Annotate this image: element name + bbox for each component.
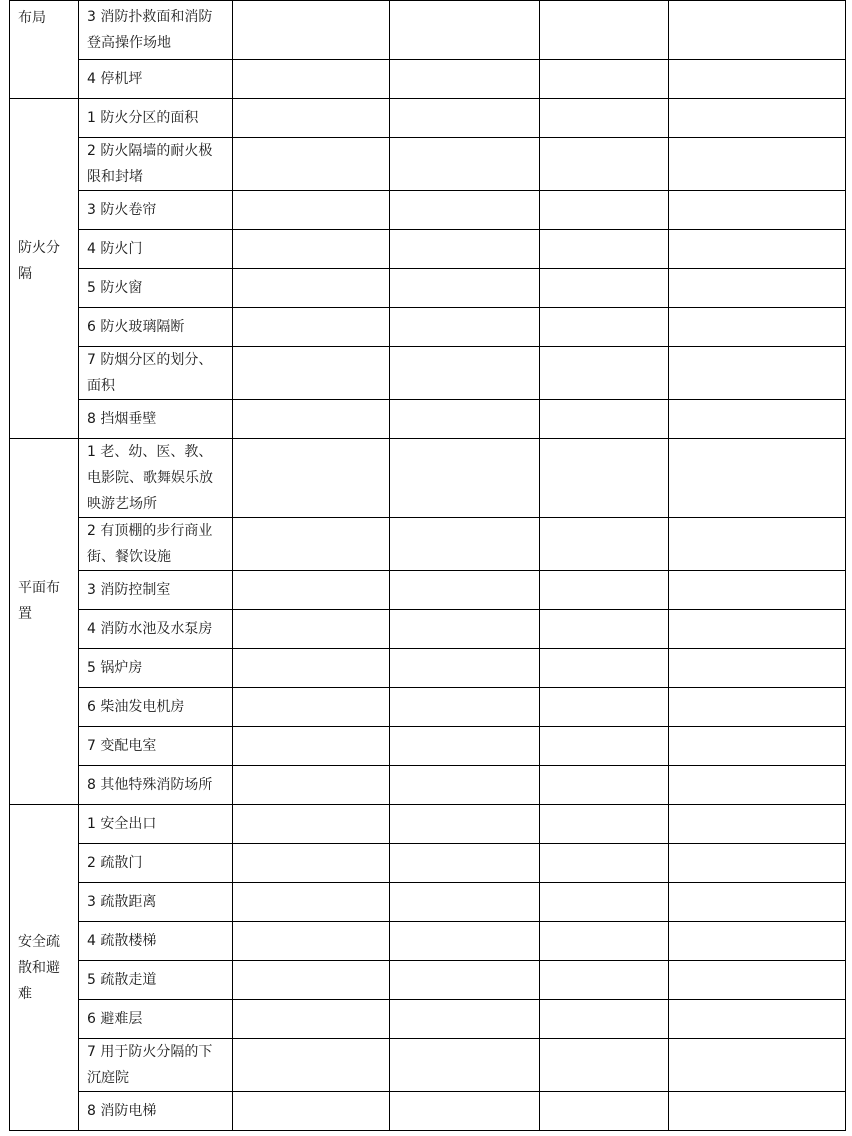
table-row (10, 400, 846, 439)
blank-cell[interactable] (390, 883, 540, 922)
item-label: 8 其他特殊消防场所 (87, 777, 213, 793)
blank-cell[interactable] (390, 1000, 540, 1039)
table-row (10, 99, 846, 138)
blank-cell[interactable] (669, 766, 846, 805)
item-label: 3 消防扑救面和消防登高操作场地 (87, 9, 213, 51)
blank-cell[interactable] (233, 961, 390, 1000)
blank-cell[interactable] (540, 922, 669, 961)
blank-cell[interactable] (233, 571, 390, 610)
item-label: 2 疏散门 (87, 855, 143, 871)
item-cell (79, 688, 233, 727)
category-label: 平面布置 (18, 580, 60, 622)
blank-cell[interactable] (233, 439, 390, 518)
item-label: 7 防烟分区的划分、面积 (87, 352, 213, 394)
table-row (10, 230, 846, 269)
blank-cell[interactable] (233, 610, 390, 649)
item-cell (79, 571, 233, 610)
item-label: 8 消防电梯 (87, 1103, 157, 1119)
item-label: 5 防火窗 (87, 280, 143, 296)
blank-cell[interactable] (540, 805, 669, 844)
item-label: 2 有顶棚的步行商业街、餐饮设施 (87, 523, 213, 565)
blank-cell[interactable] (669, 518, 846, 571)
table-row (10, 1039, 846, 1092)
table-row (10, 518, 846, 571)
blank-cell[interactable] (540, 961, 669, 1000)
item-cell (79, 727, 233, 766)
blank-cell[interactable] (540, 400, 669, 439)
table-row (10, 1092, 846, 1131)
blank-cell[interactable] (669, 844, 846, 883)
blank-cell[interactable] (233, 727, 390, 766)
blank-cell[interactable] (669, 727, 846, 766)
blank-cell[interactable] (390, 844, 540, 883)
inspection-table-body (10, 1, 846, 1131)
item-cell (79, 1000, 233, 1039)
blank-cell[interactable] (390, 688, 540, 727)
blank-cell[interactable] (669, 230, 846, 269)
blank-cell[interactable] (390, 269, 540, 308)
blank-cell[interactable] (390, 649, 540, 688)
item-label: 2 防火隔墙的耐火极限和封堵 (87, 143, 213, 185)
blank-cell[interactable] (540, 571, 669, 610)
item-label: 6 防火玻璃隔断 (87, 319, 185, 335)
blank-cell[interactable] (390, 1092, 540, 1131)
blank-cell[interactable] (669, 1039, 846, 1092)
item-cell (79, 1092, 233, 1131)
blank-cell[interactable] (233, 805, 390, 844)
table-row (10, 138, 846, 191)
item-label: 1 安全出口 (87, 816, 157, 832)
blank-cell[interactable] (669, 191, 846, 230)
table-row (10, 961, 846, 1000)
blank-cell[interactable] (233, 649, 390, 688)
table-row (10, 727, 846, 766)
blank-cell[interactable] (540, 230, 669, 269)
blank-cell[interactable] (540, 727, 669, 766)
table-row (10, 805, 846, 844)
blank-cell[interactable] (540, 688, 669, 727)
blank-cell[interactable] (233, 1092, 390, 1131)
table-row (10, 60, 846, 99)
blank-cell[interactable] (233, 1000, 390, 1039)
blank-cell[interactable] (233, 230, 390, 269)
blank-cell[interactable] (390, 766, 540, 805)
blank-cell[interactable] (669, 883, 846, 922)
blank-cell[interactable] (669, 60, 846, 99)
blank-cell[interactable] (669, 610, 846, 649)
blank-cell[interactable] (540, 766, 669, 805)
blank-cell[interactable] (669, 922, 846, 961)
blank-cell[interactable] (540, 883, 669, 922)
blank-cell[interactable] (233, 400, 390, 439)
blank-cell[interactable] (390, 518, 540, 571)
blank-cell[interactable] (233, 308, 390, 347)
item-label: 4 疏散楼梯 (87, 933, 157, 949)
item-label: 3 防火卷帘 (87, 202, 157, 218)
blank-cell[interactable] (233, 138, 390, 191)
blank-cell[interactable] (540, 1000, 669, 1039)
blank-cell[interactable] (540, 649, 669, 688)
table-row (10, 308, 846, 347)
item-cell (79, 308, 233, 347)
blank-cell[interactable] (390, 347, 540, 400)
item-label: 5 锅炉房 (87, 660, 143, 676)
item-label: 8 挡烟垂壁 (87, 411, 157, 427)
item-cell (79, 400, 233, 439)
blank-cell[interactable] (540, 99, 669, 138)
category-label: 防火分隔 (18, 240, 60, 282)
table-row (10, 649, 846, 688)
item-cell (79, 805, 233, 844)
item-cell (79, 883, 233, 922)
blank-cell[interactable] (669, 1092, 846, 1131)
item-cell (79, 961, 233, 1000)
item-cell (79, 99, 233, 138)
item-label: 4 停机坪 (87, 71, 143, 87)
item-cell (79, 1039, 233, 1092)
item-cell (79, 518, 233, 571)
blank-cell[interactable] (540, 308, 669, 347)
item-cell (79, 269, 233, 308)
blank-cell[interactable] (669, 400, 846, 439)
blank-cell[interactable] (540, 269, 669, 308)
blank-cell[interactable] (540, 844, 669, 883)
blank-cell[interactable] (233, 1039, 390, 1092)
item-cell (79, 439, 233, 518)
blank-cell[interactable] (390, 439, 540, 518)
item-label: 7 用于防火分隔的下沉庭院 (87, 1044, 213, 1086)
blank-cell[interactable] (540, 138, 669, 191)
blank-cell[interactable] (540, 1, 669, 60)
blank-cell[interactable] (233, 766, 390, 805)
item-label: 3 疏散距离 (87, 894, 157, 910)
item-label: 7 变配电室 (87, 738, 157, 754)
blank-cell[interactable] (390, 1039, 540, 1092)
item-cell (79, 230, 233, 269)
blank-cell[interactable] (669, 571, 846, 610)
blank-cell[interactable] (233, 191, 390, 230)
blank-cell[interactable] (540, 1092, 669, 1131)
blank-cell[interactable] (669, 308, 846, 347)
blank-cell[interactable] (390, 961, 540, 1000)
blank-cell[interactable] (390, 308, 540, 347)
table-row (10, 1000, 846, 1039)
item-label: 1 老、幼、医、教、电影院、歌舞娱乐放映游艺场所 (87, 444, 213, 512)
item-label: 1 防火分区的面积 (87, 110, 199, 126)
blank-cell[interactable] (390, 571, 540, 610)
item-cell (79, 922, 233, 961)
blank-cell[interactable] (233, 99, 390, 138)
item-cell (79, 610, 233, 649)
blank-cell[interactable] (669, 439, 846, 518)
blank-cell[interactable] (390, 922, 540, 961)
item-cell (79, 191, 233, 230)
blank-cell[interactable] (669, 99, 846, 138)
category-label: 安全疏散和避难 (18, 934, 60, 1002)
blank-cell[interactable] (233, 269, 390, 308)
blank-cell[interactable] (390, 60, 540, 99)
category-cell (10, 805, 79, 1131)
blank-cell[interactable] (540, 610, 669, 649)
blank-cell[interactable] (233, 883, 390, 922)
blank-cell[interactable] (669, 269, 846, 308)
table-row (10, 688, 846, 727)
blank-cell[interactable] (669, 347, 846, 400)
blank-cell[interactable] (669, 961, 846, 1000)
blank-cell[interactable] (233, 688, 390, 727)
category-cell (10, 1, 79, 99)
item-cell (79, 138, 233, 191)
blank-cell[interactable] (669, 805, 846, 844)
table-row (10, 571, 846, 610)
item-cell (79, 766, 233, 805)
table-row (10, 1, 846, 60)
blank-cell[interactable] (669, 649, 846, 688)
item-cell (79, 649, 233, 688)
blank-cell[interactable] (540, 347, 669, 400)
item-cell (79, 60, 233, 99)
table-row (10, 439, 846, 518)
table-row (10, 610, 846, 649)
inspection-table-container (9, 0, 845, 1131)
blank-cell[interactable] (390, 400, 540, 439)
category-cell (10, 99, 79, 439)
blank-cell[interactable] (669, 1000, 846, 1039)
category-cell (10, 439, 79, 805)
item-label: 3 消防控制室 (87, 582, 171, 598)
item-label: 4 防火门 (87, 241, 143, 257)
blank-cell[interactable] (233, 347, 390, 400)
table-row (10, 883, 846, 922)
category-label: 布局 (18, 10, 46, 26)
table-row (10, 269, 846, 308)
item-cell (79, 1, 233, 60)
item-cell (79, 844, 233, 883)
blank-cell[interactable] (669, 1, 846, 60)
blank-cell[interactable] (390, 805, 540, 844)
item-label: 4 消防水池及水泵房 (87, 621, 213, 637)
blank-cell[interactable] (540, 1039, 669, 1092)
table-row (10, 844, 846, 883)
blank-cell[interactable] (669, 138, 846, 191)
table-row (10, 922, 846, 961)
blank-cell[interactable] (390, 191, 540, 230)
item-label: 5 疏散走道 (87, 972, 157, 988)
blank-cell[interactable] (540, 191, 669, 230)
item-label: 6 柴油发电机房 (87, 699, 185, 715)
item-cell (79, 347, 233, 400)
blank-cell[interactable] (669, 688, 846, 727)
table-row (10, 191, 846, 230)
blank-cell[interactable] (540, 439, 669, 518)
blank-cell[interactable] (540, 518, 669, 571)
table-row (10, 766, 846, 805)
blank-cell[interactable] (390, 99, 540, 138)
blank-cell[interactable] (390, 230, 540, 269)
item-label: 6 避难层 (87, 1011, 143, 1027)
blank-cell[interactable] (233, 922, 390, 961)
table-row (10, 347, 846, 400)
blank-cell[interactable] (390, 1, 540, 60)
inspection-table (9, 0, 846, 1131)
blank-cell[interactable] (390, 610, 540, 649)
blank-cell[interactable] (233, 1, 390, 60)
blank-cell[interactable] (233, 518, 390, 571)
blank-cell[interactable] (233, 844, 390, 883)
blank-cell[interactable] (390, 138, 540, 191)
blank-cell[interactable] (233, 60, 390, 99)
blank-cell[interactable] (390, 727, 540, 766)
blank-cell[interactable] (540, 60, 669, 99)
